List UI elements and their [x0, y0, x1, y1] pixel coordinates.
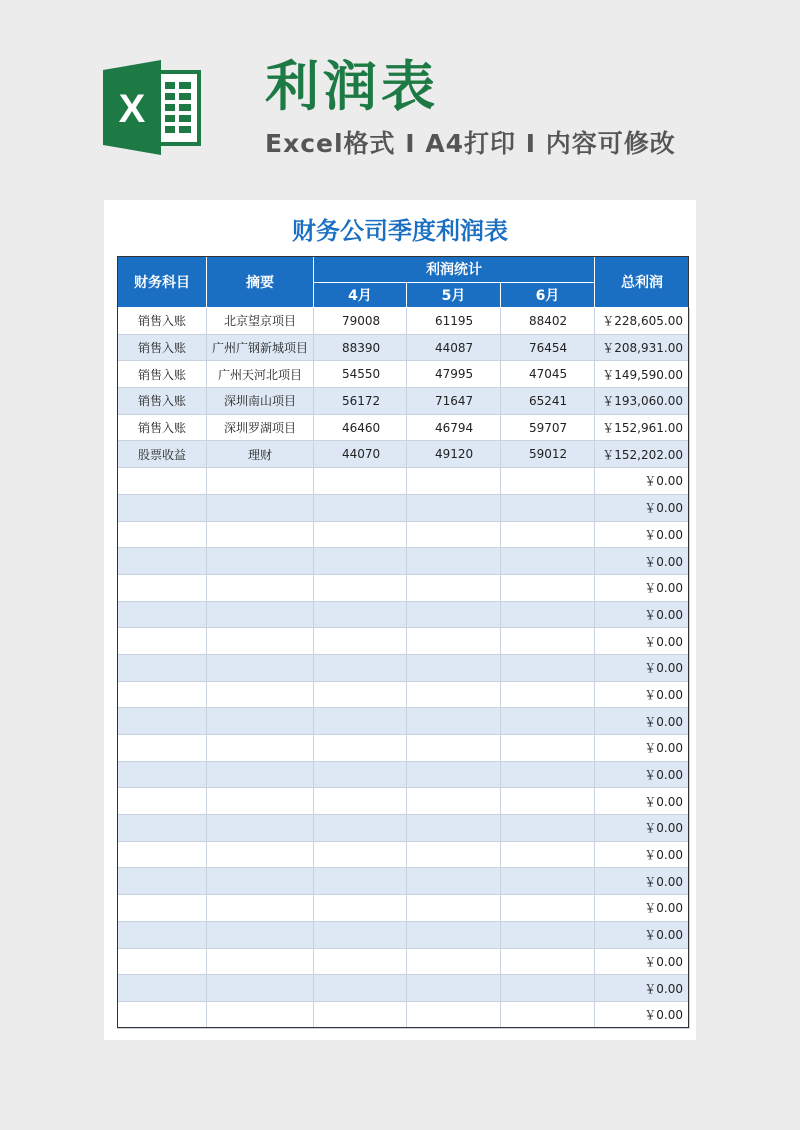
cell-total[interactable]: ￥0.00: [595, 468, 690, 495]
cell-category[interactable]: [118, 1001, 207, 1028]
table-row: [118, 308, 690, 335]
cell-total[interactable]: ￥0.00: [595, 788, 690, 815]
sheet-paper: [104, 200, 696, 1040]
cell-category[interactable]: [118, 708, 207, 735]
cell-summary[interactable]: [207, 681, 314, 708]
cell-summary[interactable]: [207, 735, 314, 762]
cell-category[interactable]: [118, 788, 207, 815]
cell-category[interactable]: [118, 574, 207, 601]
cell-category[interactable]: [118, 548, 207, 575]
table-row: [118, 521, 690, 548]
cell-month-6[interactable]: [501, 948, 595, 975]
cell-summary[interactable]: [207, 654, 314, 681]
table-row: [118, 361, 690, 388]
cell-total[interactable]: ￥0.00: [595, 815, 690, 842]
cell-total[interactable]: ￥0.00: [595, 681, 690, 708]
cell-month-4[interactable]: [314, 494, 407, 521]
table-row: [118, 788, 690, 815]
cell-month-6[interactable]: [501, 975, 595, 1002]
cell-summary[interactable]: [207, 841, 314, 868]
cell-month-5[interactable]: [407, 735, 501, 762]
cell-category[interactable]: [118, 921, 207, 948]
cell-month-4[interactable]: [314, 628, 407, 655]
cell-category[interactable]: [118, 601, 207, 628]
table-row: [118, 948, 690, 975]
cell-total[interactable]: ￥0.00: [595, 654, 690, 681]
cell-month-4[interactable]: [314, 895, 407, 922]
header-total: 总利润: [595, 257, 690, 308]
cell-category[interactable]: [118, 948, 207, 975]
cell-category[interactable]: [118, 868, 207, 895]
cell-month-4[interactable]: [314, 868, 407, 895]
cell-month-5[interactable]: 47995: [407, 361, 501, 388]
cell-month-4[interactable]: 54550: [314, 361, 407, 388]
profit-table: [117, 256, 690, 1029]
cell-summary[interactable]: [207, 574, 314, 601]
cell-total[interactable]: ￥0.00: [595, 494, 690, 521]
cell-month-6[interactable]: [501, 735, 595, 762]
cell-summary[interactable]: [207, 921, 314, 948]
cell-summary[interactable]: [207, 788, 314, 815]
cell-total[interactable]: ￥0.00: [595, 948, 690, 975]
table-row: [118, 921, 690, 948]
cell-month-6[interactable]: 76454: [501, 334, 595, 361]
cell-month-5[interactable]: [407, 654, 501, 681]
cell-month-5[interactable]: [407, 601, 501, 628]
header-month-4: 4月: [314, 282, 407, 308]
excel-icon: [103, 60, 203, 155]
cell-month-5[interactable]: [407, 468, 501, 495]
cell-total[interactable]: ￥0.00: [595, 735, 690, 762]
cell-month-4[interactable]: [314, 788, 407, 815]
header-month-6: 6月: [501, 282, 595, 308]
cell-summary[interactable]: [207, 895, 314, 922]
cell-month-5[interactable]: [407, 895, 501, 922]
cell-month-6[interactable]: [501, 895, 595, 922]
cell-summary[interactable]: [207, 868, 314, 895]
cell-month-5[interactable]: [407, 868, 501, 895]
cell-total[interactable]: ￥0.00: [595, 1001, 690, 1028]
header-summary: 摘要: [207, 257, 314, 308]
cell-month-6[interactable]: [501, 788, 595, 815]
cell-summary[interactable]: 深圳罗湖项目: [207, 414, 314, 441]
cell-category[interactable]: [118, 494, 207, 521]
table-row: [118, 895, 690, 922]
cell-total[interactable]: ￥0.00: [595, 601, 690, 628]
table-row: [118, 628, 690, 655]
cell-month-5[interactable]: [407, 574, 501, 601]
header-month-5: 5月: [407, 282, 501, 308]
table-row: [118, 441, 690, 468]
cell-category[interactable]: [118, 895, 207, 922]
cell-month-6[interactable]: [501, 628, 595, 655]
cell-month-6[interactable]: [501, 521, 595, 548]
cell-total[interactable]: ￥0.00: [595, 975, 690, 1002]
cell-total[interactable]: ￥0.00: [595, 761, 690, 788]
cell-summary[interactable]: [207, 494, 314, 521]
table-row: [118, 735, 690, 762]
table-row: [118, 414, 690, 441]
page-subtitle: Excel格式 I A4打印 I 内容可修改: [265, 129, 676, 158]
cell-month-5[interactable]: 44087: [407, 334, 501, 361]
cell-total[interactable]: ￥152,202.00: [595, 441, 690, 468]
table-body: [118, 308, 690, 1029]
cell-category[interactable]: [118, 841, 207, 868]
cell-category[interactable]: [118, 975, 207, 1002]
cell-month-5[interactable]: [407, 761, 501, 788]
header-category: 财务科目: [118, 257, 207, 308]
table-row: [118, 708, 690, 735]
cell-total[interactable]: ￥0.00: [595, 868, 690, 895]
cell-month-6[interactable]: [501, 815, 595, 842]
cell-month-4[interactable]: [314, 708, 407, 735]
cell-summary[interactable]: [207, 948, 314, 975]
cell-month-4[interactable]: [314, 681, 407, 708]
cell-month-5[interactable]: [407, 681, 501, 708]
table-row: [118, 841, 690, 868]
cell-total[interactable]: ￥152,961.00: [595, 414, 690, 441]
cell-total[interactable]: ￥228,605.00: [595, 308, 690, 335]
table-row: [118, 548, 690, 575]
cell-category[interactable]: [118, 761, 207, 788]
cell-total[interactable]: ￥0.00: [595, 548, 690, 575]
cell-month-6[interactable]: [501, 841, 595, 868]
cell-month-5[interactable]: 46794: [407, 414, 501, 441]
cell-month-4[interactable]: [314, 921, 407, 948]
cell-month-4[interactable]: [314, 815, 407, 842]
cell-month-6[interactable]: [501, 868, 595, 895]
cell-summary[interactable]: [207, 601, 314, 628]
cell-category[interactable]: 销售入账: [118, 334, 207, 361]
table-row: [118, 761, 690, 788]
cell-month-4[interactable]: [314, 521, 407, 548]
cell-month-4[interactable]: [314, 548, 407, 575]
table-row: [118, 334, 690, 361]
cell-category[interactable]: 股票收益: [118, 441, 207, 468]
page-title: 利润表: [265, 55, 439, 118]
table-row: [118, 815, 690, 842]
cell-month-5[interactable]: [407, 948, 501, 975]
cell-total[interactable]: ￥149,590.00: [595, 361, 690, 388]
cell-total[interactable]: ￥0.00: [595, 841, 690, 868]
cell-total[interactable]: ￥0.00: [595, 521, 690, 548]
logo-letter: X: [118, 87, 146, 131]
table-row: [118, 681, 690, 708]
cell-total[interactable]: ￥0.00: [595, 708, 690, 735]
cell-category[interactable]: 销售入账: [118, 388, 207, 415]
cell-summary[interactable]: 广州天河北项目: [207, 361, 314, 388]
cell-month-5[interactable]: [407, 548, 501, 575]
cell-summary[interactable]: 广州广钢新城项目: [207, 334, 314, 361]
table-row: [118, 975, 690, 1002]
cell-month-4[interactable]: [314, 468, 407, 495]
cell-month-6[interactable]: 47045: [501, 361, 595, 388]
cell-month-4[interactable]: [314, 761, 407, 788]
cell-month-4[interactable]: [314, 841, 407, 868]
cell-month-5[interactable]: [407, 521, 501, 548]
cell-month-4[interactable]: [314, 574, 407, 601]
cell-summary[interactable]: 北京望京项目: [207, 308, 314, 335]
cell-summary[interactable]: [207, 1001, 314, 1028]
cell-month-5[interactable]: [407, 975, 501, 1002]
cell-total[interactable]: ￥0.00: [595, 895, 690, 922]
cell-month-4[interactable]: 46460: [314, 414, 407, 441]
cell-month-4[interactable]: [314, 654, 407, 681]
cell-summary[interactable]: [207, 708, 314, 735]
cell-month-5[interactable]: [407, 628, 501, 655]
cell-category[interactable]: 销售入账: [118, 361, 207, 388]
table-row: [118, 388, 690, 415]
cell-month-4[interactable]: [314, 948, 407, 975]
cell-month-5[interactable]: 71647: [407, 388, 501, 415]
cell-summary[interactable]: [207, 761, 314, 788]
table-row: [118, 1001, 690, 1028]
cell-month-4[interactable]: 88390: [314, 334, 407, 361]
cell-total[interactable]: ￥0.00: [595, 921, 690, 948]
table-row: [118, 868, 690, 895]
cell-category[interactable]: [118, 735, 207, 762]
cell-summary[interactable]: 理财: [207, 441, 314, 468]
cell-month-5[interactable]: [407, 815, 501, 842]
cell-month-5[interactable]: [407, 841, 501, 868]
cell-summary[interactable]: [207, 468, 314, 495]
cell-summary[interactable]: [207, 628, 314, 655]
cell-month-5[interactable]: [407, 921, 501, 948]
cell-month-4[interactable]: [314, 1001, 407, 1028]
cell-total[interactable]: ￥208,931.00: [595, 334, 690, 361]
cell-summary[interactable]: [207, 975, 314, 1002]
cell-month-5[interactable]: [407, 494, 501, 521]
cell-month-6[interactable]: [501, 921, 595, 948]
cell-month-6[interactable]: [501, 708, 595, 735]
cell-month-6[interactable]: 59012: [501, 441, 595, 468]
table-row: [118, 494, 690, 521]
cell-category[interactable]: [118, 654, 207, 681]
cell-summary[interactable]: [207, 521, 314, 548]
cell-month-6[interactable]: [501, 548, 595, 575]
cell-category[interactable]: [118, 628, 207, 655]
cell-total[interactable]: ￥0.00: [595, 574, 690, 601]
sheet-title: 财务公司季度利润表: [292, 217, 508, 245]
cell-month-6[interactable]: [501, 574, 595, 601]
cell-month-6[interactable]: [501, 761, 595, 788]
cell-month-5[interactable]: [407, 788, 501, 815]
cell-summary[interactable]: [207, 548, 314, 575]
table-row: [118, 654, 690, 681]
cell-category[interactable]: [118, 521, 207, 548]
cell-month-4[interactable]: [314, 735, 407, 762]
cell-summary[interactable]: 深圳南山项目: [207, 388, 314, 415]
cell-total[interactable]: ￥193,060.00: [595, 388, 690, 415]
cell-month-4[interactable]: [314, 601, 407, 628]
cell-summary[interactable]: [207, 815, 314, 842]
cell-month-6[interactable]: [501, 1001, 595, 1028]
cell-month-4[interactable]: [314, 975, 407, 1002]
cell-category[interactable]: [118, 468, 207, 495]
cell-category[interactable]: 销售入账: [118, 414, 207, 441]
cell-month-4[interactable]: 44070: [314, 441, 407, 468]
table-row: [118, 601, 690, 628]
cell-month-6[interactable]: [501, 494, 595, 521]
cell-month-6[interactable]: [501, 601, 595, 628]
cell-month-6[interactable]: 88402: [501, 308, 595, 335]
cell-month-5[interactable]: [407, 708, 501, 735]
cell-total[interactable]: ￥0.00: [595, 628, 690, 655]
cell-month-6[interactable]: [501, 681, 595, 708]
header-stats: 利润统计: [314, 257, 595, 283]
cell-month-5[interactable]: 61195: [407, 308, 501, 335]
cell-category[interactable]: [118, 681, 207, 708]
cell-month-6[interactable]: [501, 654, 595, 681]
cell-month-6[interactable]: [501, 468, 595, 495]
cell-category[interactable]: 销售入账: [118, 308, 207, 335]
table-row: [118, 574, 690, 601]
cell-category[interactable]: [118, 815, 207, 842]
table-row: [118, 468, 690, 495]
cell-month-6[interactable]: 59707: [501, 414, 595, 441]
cell-month-4[interactable]: 56172: [314, 388, 407, 415]
cell-month-4[interactable]: 79008: [314, 308, 407, 335]
cell-month-5[interactable]: 49120: [407, 441, 501, 468]
cell-month-5[interactable]: [407, 1001, 501, 1028]
cell-month-6[interactable]: 65241: [501, 388, 595, 415]
